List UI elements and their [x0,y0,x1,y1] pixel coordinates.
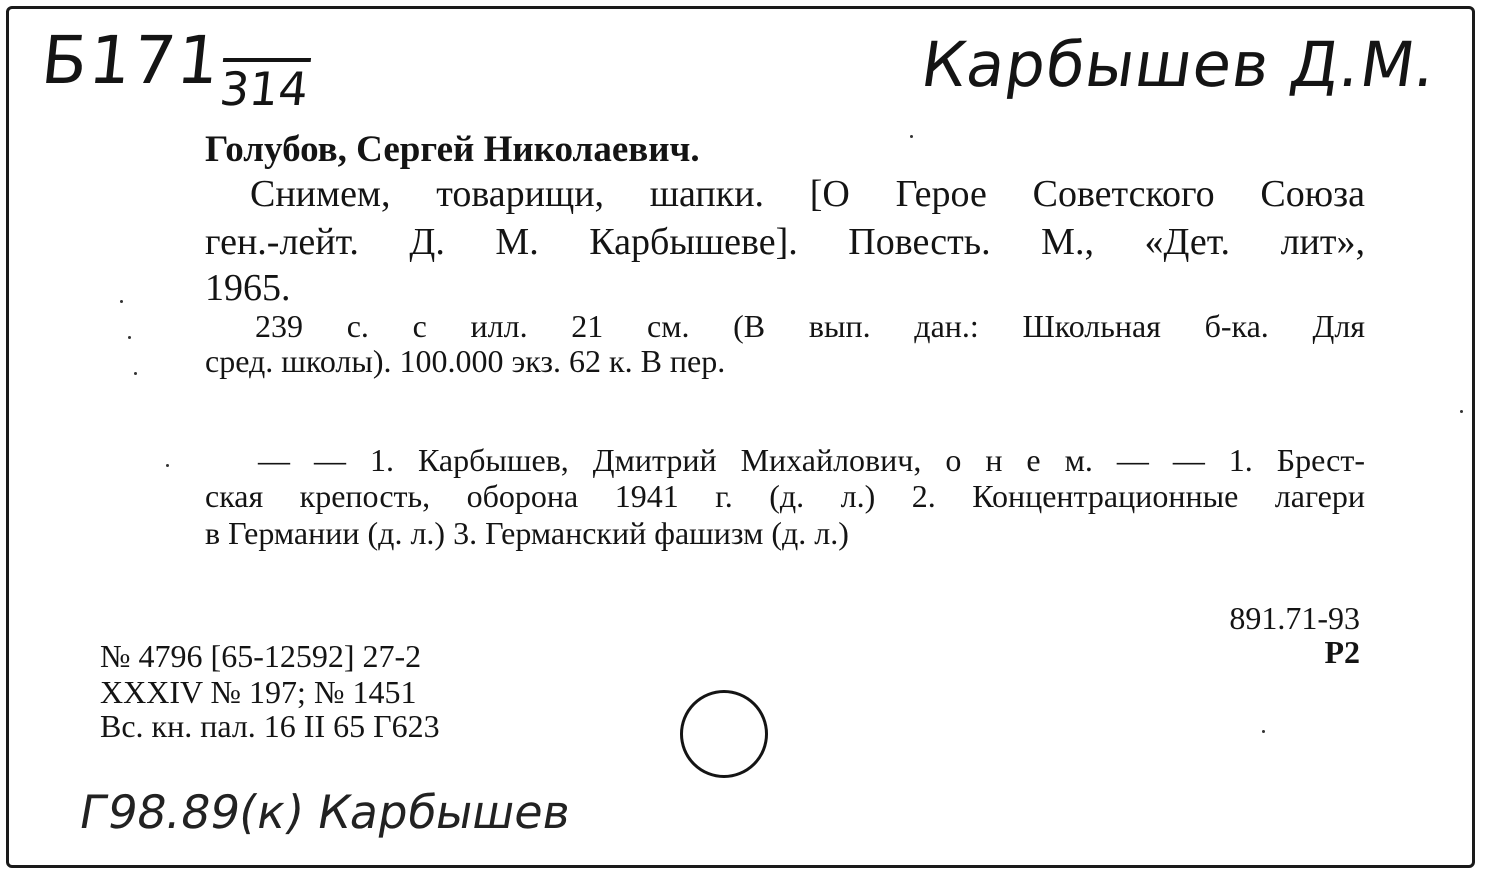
author-heading: Голубов, Сергей Николаевич. [205,129,700,170]
subjects-line-3: в Германии (д. л.) 3. Германский фашизм (д. л.) [205,515,849,551]
classification-udc: 891.71-93 [1229,600,1360,636]
title-line-3: 1965. [205,267,291,309]
subjects-line-1: — — 1. Карбышев, Дмитрий Михайлович, о н е м. — — 1. Брест- [258,442,1365,478]
physical-line-2: сред. школы). 100.000 экз. 62 к. В пер. [205,343,726,379]
handwritten-subject-heading: Карбышев Д.М. [916,28,1442,101]
record-line-3: Вс. кн. пал. 16 II 65 Г623 [100,708,440,744]
title-line-2: ген.-лейт. Д. М. Карбышеве]. Повесть. М., «Дет. лит», [205,221,1365,263]
handwritten-shelf-sub: 314 [217,62,311,116]
scan-speck [134,372,137,375]
handwritten-bottom-note: Г98.89(к) Карбышев [75,785,576,839]
title-line-1: Снимем, товарищи, шапки. [О Герое Советского Союза [250,173,1365,215]
scan-speck [910,135,913,138]
scan-speck [1262,730,1265,733]
physical-line-1: 239 с. с илл. 21 см. (В вып. дан.: Школьная б-ка. Для [255,308,1365,344]
subjects-line-2: ская крепость, оборона 1941 г. (д. л.) 2. Концентрационные лагери [205,478,1365,514]
scan-speck [1460,410,1463,413]
record-line-2: XXXIV № 197; № 1451 [100,674,417,710]
handwritten-shelf-mark: Б171 [37,22,226,99]
classification-bbk: Р2 [1324,634,1360,670]
scan-speck [166,464,169,467]
scan-speck [128,336,131,339]
scan-speck [120,300,123,303]
record-line-1: № 4796 [65-12592] 27-2 [100,638,422,674]
punch-hole-circle [680,690,768,778]
